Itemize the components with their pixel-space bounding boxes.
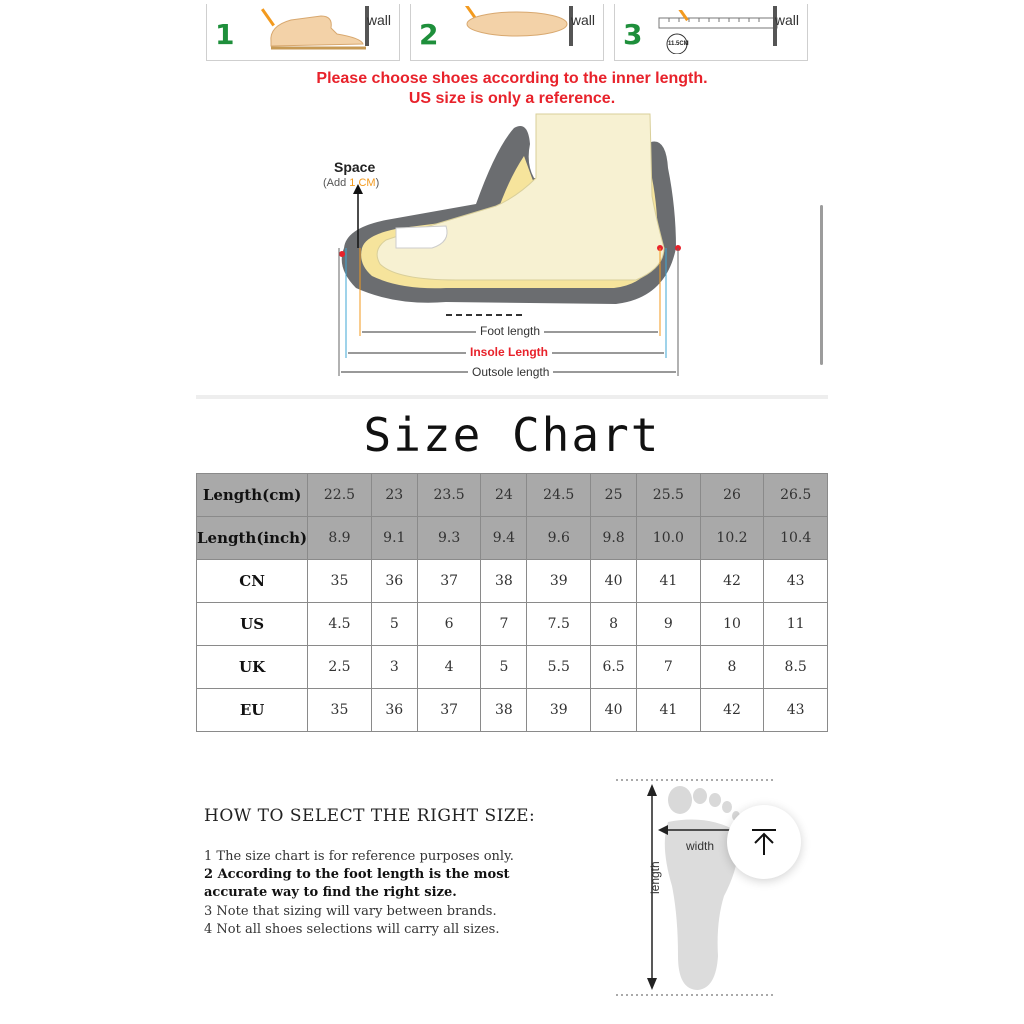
measure-steps xyxy=(206,4,806,62)
ruler-measurement: 11.5CM xyxy=(668,41,689,47)
space-add-label: (Add 1 CM) xyxy=(323,177,380,189)
page-title: Size Chart xyxy=(363,408,661,462)
table-cell: 9.8 xyxy=(591,517,637,560)
how-to-line: 3 Note that sizing will vary between brands. xyxy=(204,904,497,919)
wall-label: wall xyxy=(774,12,799,28)
table-cell: 35 xyxy=(308,689,372,732)
foot-top-view-icon xyxy=(455,6,575,50)
row-header: CN xyxy=(197,560,308,603)
how-to-line: accurate way to find the right size. xyxy=(204,885,457,900)
table-cell: 3 xyxy=(371,646,417,689)
scroll-to-top-button[interactable] xyxy=(727,805,801,879)
table-cell: 40 xyxy=(591,560,637,603)
arrow-up-to-top-icon xyxy=(727,805,801,879)
table-cell: 22.5 xyxy=(308,474,372,517)
how-to-line: 2 According to the foot length is the most xyxy=(204,867,510,882)
how-to-line: 4 Not all shoes selections will carry all sizes. xyxy=(204,922,500,937)
table-cell: 9.6 xyxy=(527,517,591,560)
table-cell: 2.5 xyxy=(308,646,372,689)
table-cell: 36 xyxy=(371,689,417,732)
table-cell: 25 xyxy=(591,474,637,517)
table-row xyxy=(197,517,828,560)
table-row xyxy=(197,689,828,732)
table-cell: 38 xyxy=(481,560,527,603)
table-cell: 10.4 xyxy=(764,517,828,560)
table-cell: 9 xyxy=(637,603,701,646)
step-3 xyxy=(614,4,808,61)
table-row xyxy=(197,560,828,603)
table-cell: 36 xyxy=(371,560,417,603)
table-cell: 25.5 xyxy=(637,474,701,517)
table-cell: 9.4 xyxy=(481,517,527,560)
warning-line-1: Please choose shoes according to the inner length. xyxy=(316,70,708,87)
scrollbar[interactable] xyxy=(820,205,823,365)
table-cell: 10 xyxy=(700,603,764,646)
table-cell: 37 xyxy=(417,560,481,603)
table-cell: 43 xyxy=(764,560,828,603)
table-cell: 39 xyxy=(527,689,591,732)
table-cell: 6 xyxy=(417,603,481,646)
warning-line-2: US size is only a reference. xyxy=(408,90,616,107)
table-cell: 6.5 xyxy=(591,646,637,689)
table-cell: 41 xyxy=(637,560,701,603)
space-label: Space xyxy=(334,159,376,175)
table-cell: 9.1 xyxy=(371,517,417,560)
table-cell: 8 xyxy=(700,646,764,689)
size-chart-table xyxy=(196,473,828,732)
table-cell: 42 xyxy=(700,689,764,732)
table-cell: 9.3 xyxy=(417,517,481,560)
step-1 xyxy=(206,4,400,61)
table-cell: 7.5 xyxy=(527,603,591,646)
row-header: US xyxy=(197,603,308,646)
shoe-size-illustration xyxy=(196,0,828,399)
width-label: width xyxy=(686,839,715,853)
table-cell: 24.5 xyxy=(527,474,591,517)
table-cell: 8 xyxy=(591,603,637,646)
outsole-length-label: Outsole length xyxy=(468,365,553,379)
table-cell: 37 xyxy=(417,689,481,732)
heel-to-wall-icon xyxy=(251,8,371,52)
table-cell: 7 xyxy=(481,603,527,646)
foot-length-label: Foot length xyxy=(476,324,544,338)
table-cell: 35 xyxy=(308,560,372,603)
table-cell: 24 xyxy=(481,474,527,517)
table-cell: 38 xyxy=(481,689,527,732)
table-row xyxy=(197,603,828,646)
table-cell: 41 xyxy=(637,689,701,732)
table-cell: 10.0 xyxy=(637,517,701,560)
row-header: EU xyxy=(197,689,308,732)
table-cell: 5 xyxy=(481,646,527,689)
step-number: 2 xyxy=(419,18,439,51)
table-cell: 8.9 xyxy=(308,517,372,560)
length-label: length xyxy=(648,861,662,894)
step-number: 3 xyxy=(623,18,643,51)
wall-label: wall xyxy=(570,12,595,28)
wall-label: wall xyxy=(366,12,391,28)
table-cell: 42 xyxy=(700,560,764,603)
row-header: Length(cm) xyxy=(197,474,308,517)
table-cell: 8.5 xyxy=(764,646,828,689)
ruler-icon xyxy=(655,10,783,54)
row-header: UK xyxy=(197,646,308,689)
table-cell: 39 xyxy=(527,560,591,603)
table-cell: 23.5 xyxy=(417,474,481,517)
table-cell: 10.2 xyxy=(700,517,764,560)
how-to-line: 1 The size chart is for reference purposes only. xyxy=(204,849,514,864)
table-cell: 43 xyxy=(764,689,828,732)
table-cell: 5.5 xyxy=(527,646,591,689)
table-cell: 5 xyxy=(371,603,417,646)
table-cell: 26.5 xyxy=(764,474,828,517)
step-number: 1 xyxy=(215,18,235,51)
row-header: Length(inch) xyxy=(197,517,308,560)
table-cell: 40 xyxy=(591,689,637,732)
table-row xyxy=(197,646,828,689)
table-cell: 11 xyxy=(764,603,828,646)
table-cell: 23 xyxy=(371,474,417,517)
table-row xyxy=(197,474,828,517)
table-cell: 7 xyxy=(637,646,701,689)
step-2 xyxy=(410,4,604,61)
how-to-title: HOW TO SELECT THE RIGHT SIZE: xyxy=(204,806,536,826)
insole-length-label: Insole Length xyxy=(466,345,552,359)
table-cell: 4.5 xyxy=(308,603,372,646)
table-cell: 4 xyxy=(417,646,481,689)
table-cell: 26 xyxy=(700,474,764,517)
